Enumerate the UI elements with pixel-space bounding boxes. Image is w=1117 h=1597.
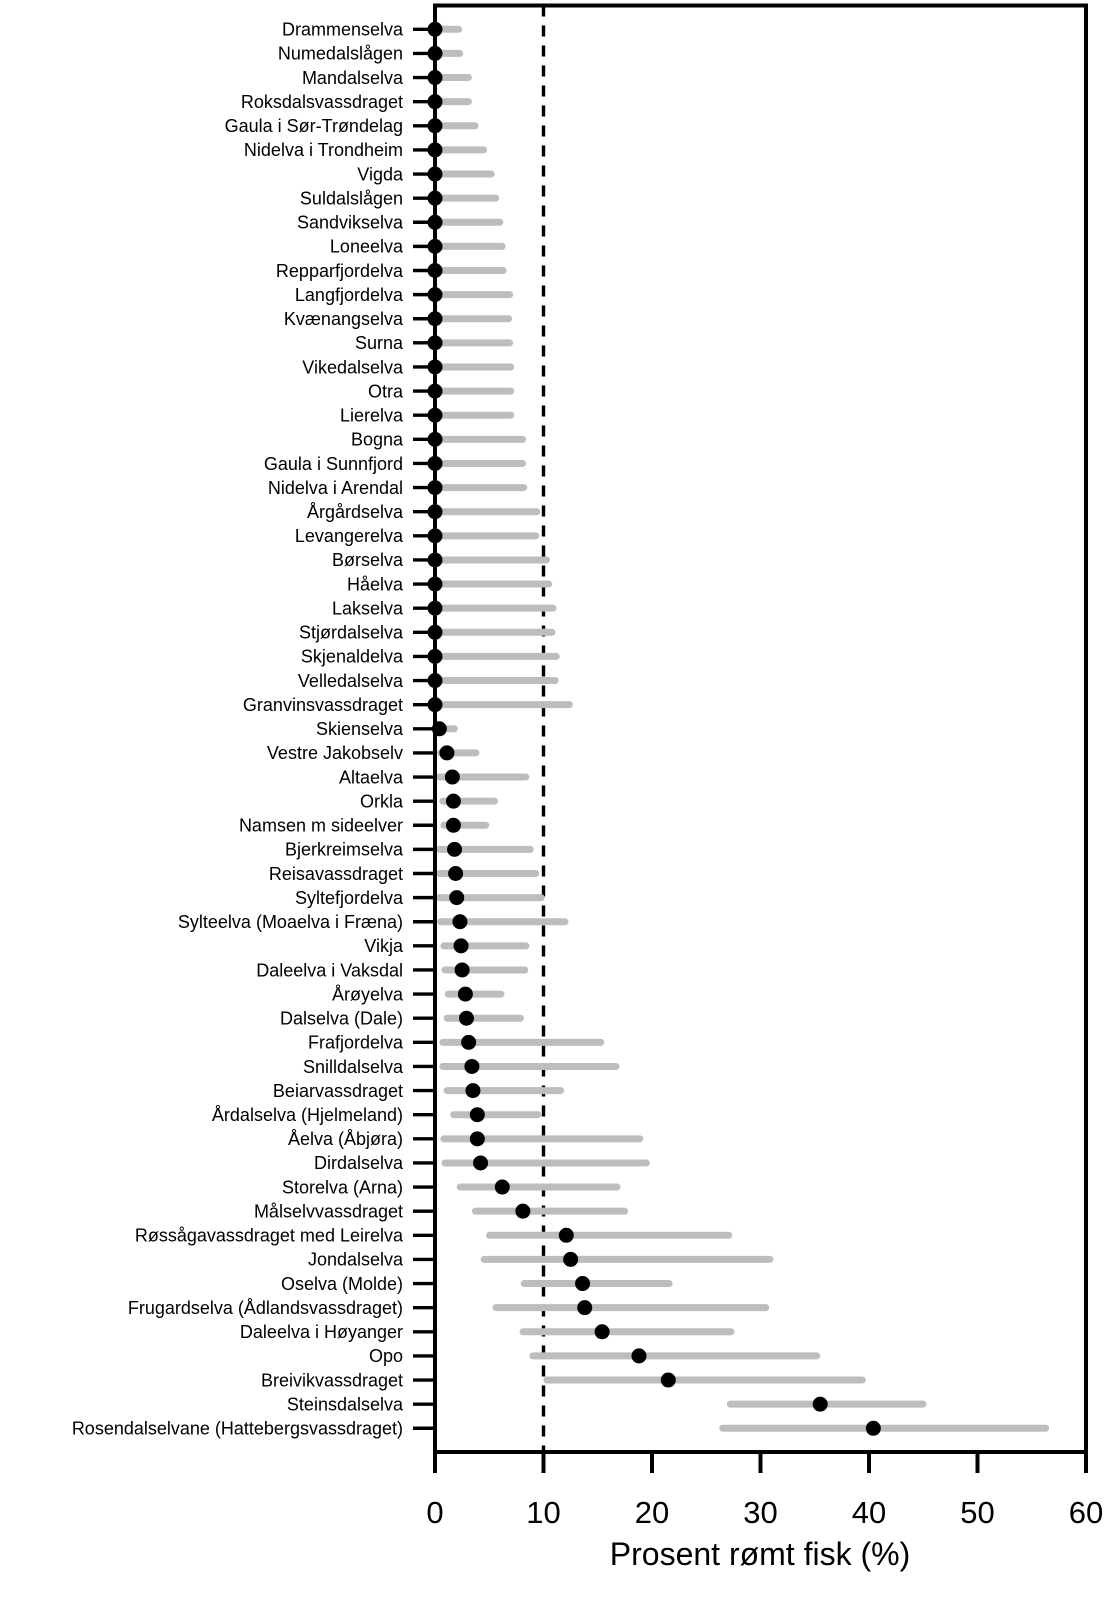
table-row bbox=[302, 357, 514, 377]
table-row bbox=[280, 1009, 524, 1029]
data-point bbox=[813, 1397, 828, 1412]
data-point bbox=[449, 890, 464, 905]
row-label: Rosendalselvane (Hattebergsvassdraget) bbox=[71, 1418, 403, 1439]
row-label: Orkla bbox=[359, 791, 403, 812]
table-row bbox=[254, 1201, 628, 1221]
confidence-interval-bar bbox=[435, 388, 514, 395]
table-row bbox=[178, 912, 569, 932]
confidence-interval-bar bbox=[520, 1328, 735, 1335]
confidence-interval-bar bbox=[450, 1111, 541, 1118]
confidence-interval-bar bbox=[435, 629, 555, 636]
row-label: Skjenaldelva bbox=[300, 646, 403, 667]
confidence-interval-bar bbox=[435, 436, 526, 443]
confidence-interval-bar bbox=[521, 1280, 673, 1287]
table-row bbox=[273, 1081, 564, 1101]
table-row bbox=[281, 1274, 673, 1294]
table-row bbox=[295, 526, 539, 546]
table-row bbox=[368, 381, 514, 401]
confidence-interval-bar bbox=[435, 146, 487, 153]
data-point bbox=[470, 1107, 485, 1122]
data-point bbox=[473, 1155, 488, 1170]
row-label: Håelva bbox=[346, 574, 403, 595]
data-point bbox=[452, 914, 467, 929]
row-label: Kvænangselva bbox=[283, 309, 403, 330]
row-label: Sylteelva (Moaelva i Fræna) bbox=[177, 912, 403, 933]
table-row bbox=[303, 1057, 620, 1077]
confidence-interval-bar bbox=[486, 1232, 732, 1239]
row-label: Roksdalsvassdraget bbox=[240, 91, 403, 112]
data-point bbox=[446, 794, 461, 809]
data-point bbox=[470, 1131, 485, 1146]
row-label: Storelva (Arna) bbox=[281, 1177, 403, 1198]
row-label: Velledalselva bbox=[297, 670, 403, 691]
confidence-interval-bar bbox=[435, 460, 526, 467]
row-label: Børselva bbox=[331, 550, 403, 571]
table-row bbox=[243, 695, 573, 715]
row-label: Altaelva bbox=[338, 767, 403, 788]
data-point bbox=[461, 1035, 476, 1050]
data-point bbox=[577, 1300, 592, 1315]
x-axis-title: Prosent rømt fisk (%) bbox=[609, 1536, 911, 1572]
confidence-interval-bar bbox=[435, 701, 573, 708]
table-row bbox=[264, 454, 526, 474]
data-point bbox=[563, 1252, 578, 1267]
confidence-interval-bar bbox=[435, 315, 512, 322]
x-axis-layer bbox=[426, 1452, 1103, 1530]
x-axis-tick-label: 60 bbox=[1068, 1495, 1104, 1530]
row-label: Drammenselva bbox=[281, 19, 403, 40]
x-axis-tick-label: 0 bbox=[426, 1495, 444, 1530]
row-label: Årgårdselva bbox=[306, 502, 403, 522]
confidence-interval-bar bbox=[442, 1159, 650, 1166]
row-label: Vestre Jakobselv bbox=[266, 743, 403, 764]
table-row bbox=[340, 406, 514, 426]
row-label: Reisavassdraget bbox=[268, 863, 403, 884]
data-point bbox=[575, 1276, 590, 1291]
row-label: Langfjordelva bbox=[294, 284, 403, 305]
data-point bbox=[631, 1348, 646, 1363]
row-label: Skienselva bbox=[315, 719, 403, 740]
table-row bbox=[330, 237, 506, 257]
table-row bbox=[267, 743, 480, 763]
confidence-interval-bar bbox=[444, 1087, 564, 1094]
x-axis-tick-label: 20 bbox=[634, 1495, 670, 1530]
row-label: Bogna bbox=[350, 429, 403, 450]
row-label: Dirdalselva bbox=[313, 1153, 403, 1174]
data-point bbox=[455, 962, 470, 977]
data-point bbox=[515, 1204, 530, 1219]
row-label: Beiarvassdraget bbox=[272, 1080, 403, 1101]
row-label: Loneelva bbox=[329, 236, 403, 257]
table-row bbox=[282, 1177, 621, 1197]
row-label: Sandvikselva bbox=[296, 212, 403, 233]
confidence-interval-bar bbox=[435, 171, 495, 178]
row-label: Vigda bbox=[357, 164, 403, 185]
confidence-interval-bar bbox=[435, 267, 507, 274]
confidence-interval-bar bbox=[435, 653, 560, 660]
row-label: Jondalselva bbox=[307, 1249, 403, 1270]
table-row bbox=[256, 960, 528, 980]
row-label: Lierelva bbox=[339, 405, 403, 426]
table-row bbox=[357, 164, 494, 184]
table-row bbox=[332, 984, 504, 1004]
table-row bbox=[288, 1129, 643, 1149]
row-label: Levangerelva bbox=[294, 526, 403, 547]
row-label: Gaula i Sør-Trøndelag bbox=[224, 116, 403, 137]
row-label: Stjørdalselva bbox=[298, 622, 403, 643]
row-label: Røssågavassdraget med Leirelva bbox=[134, 1225, 403, 1246]
table-row bbox=[295, 888, 545, 908]
row-label: Surna bbox=[354, 333, 403, 354]
table-row bbox=[360, 791, 498, 811]
table-row bbox=[351, 430, 526, 450]
row-label: Otra bbox=[367, 381, 403, 402]
table-row bbox=[244, 140, 487, 160]
data-point bbox=[559, 1228, 574, 1243]
data-point bbox=[448, 866, 463, 881]
row-label: Frafjordelva bbox=[307, 1032, 403, 1053]
table-row bbox=[241, 92, 472, 112]
table-row bbox=[364, 936, 529, 956]
row-label: Bjerkreimselva bbox=[284, 839, 403, 860]
confidence-interval-bar bbox=[435, 363, 514, 370]
data-point bbox=[447, 842, 462, 857]
row-label: Årøyelva bbox=[331, 984, 403, 1005]
row-label: Dalselva (Dale) bbox=[279, 1008, 403, 1029]
table-row bbox=[285, 840, 534, 860]
confidence-interval-bar bbox=[435, 605, 557, 612]
data-point bbox=[465, 1083, 480, 1098]
row-label: Suldalslågen bbox=[299, 188, 403, 209]
row-label: Målselvvassdraget bbox=[253, 1201, 403, 1222]
confidence-interval-bar bbox=[435, 508, 540, 515]
row-label: Granvinsvassdraget bbox=[242, 694, 403, 715]
data-point bbox=[459, 1011, 474, 1026]
confidence-interval-bar bbox=[481, 1256, 774, 1263]
confidence-interval-bar bbox=[445, 991, 505, 998]
row-label: Syltefjordelva bbox=[294, 887, 403, 908]
x-axis-tick-label: 40 bbox=[851, 1495, 887, 1530]
confidence-interval-bar bbox=[719, 1425, 1049, 1432]
table-row bbox=[212, 1105, 541, 1125]
row-label: Vikja bbox=[364, 936, 403, 957]
x-axis-tick-label: 50 bbox=[960, 1495, 995, 1530]
table-row bbox=[301, 647, 560, 667]
table-row bbox=[347, 574, 552, 594]
confidence-interval-bar bbox=[444, 1015, 524, 1022]
table-row bbox=[332, 550, 550, 570]
data-point bbox=[439, 745, 454, 760]
confidence-interval-bar bbox=[435, 581, 552, 588]
table-row bbox=[239, 816, 489, 836]
data-point bbox=[661, 1373, 676, 1388]
data-point bbox=[866, 1421, 881, 1436]
row-label: Åelva (Åbjøra) bbox=[287, 1129, 403, 1150]
confidence-interval-bar bbox=[435, 195, 499, 202]
table-row bbox=[240, 1322, 735, 1342]
row-label: Breivikvassdraget bbox=[260, 1370, 403, 1391]
table-row bbox=[276, 261, 507, 281]
confidence-interval-bar bbox=[435, 556, 550, 563]
table-row bbox=[298, 671, 559, 691]
row-label: Snilldalselva bbox=[302, 1056, 403, 1077]
x-axis-tick-label: 30 bbox=[743, 1495, 778, 1530]
table-row bbox=[287, 1394, 927, 1414]
row-label: Opo bbox=[368, 1346, 403, 1367]
data-point bbox=[464, 1059, 479, 1074]
confidence-interval-bar bbox=[544, 1377, 866, 1384]
data-point bbox=[454, 938, 469, 953]
row-label: Nidelva i Arendal bbox=[267, 477, 403, 498]
row-label: Lakselva bbox=[331, 598, 403, 619]
confidence-interval-bar bbox=[472, 1208, 628, 1215]
row-label: Vikedalselva bbox=[302, 357, 403, 378]
confidence-interval-bar bbox=[435, 677, 559, 684]
row-label: Nidelva i Trondheim bbox=[243, 140, 403, 161]
table-row bbox=[308, 1250, 774, 1270]
row-label: Årdalselva (Hjelmeland) bbox=[211, 1105, 403, 1125]
row-label: Mandalselva bbox=[301, 67, 403, 88]
table-row bbox=[302, 68, 472, 88]
row-label: Daleelva i Høyanger bbox=[239, 1322, 403, 1343]
confidence-interval-bar bbox=[435, 484, 527, 491]
row-label: Oselva (Molde) bbox=[280, 1273, 403, 1294]
rows-layer bbox=[72, 20, 1049, 1439]
row-label: Namsen m sideelver bbox=[238, 815, 403, 836]
confidence-interval-bar bbox=[493, 1304, 770, 1311]
row-label: Repparfjordelva bbox=[275, 260, 403, 281]
data-point bbox=[445, 770, 460, 785]
table-row bbox=[128, 1298, 769, 1318]
row-label: Frugardselva (Ådlandsvassdraget) bbox=[127, 1297, 403, 1318]
confidence-interval-bar bbox=[442, 966, 529, 973]
data-point bbox=[446, 818, 461, 833]
row-label: Steinsdalselva bbox=[286, 1394, 403, 1415]
data-point bbox=[495, 1180, 510, 1195]
table-row bbox=[268, 478, 527, 498]
x-axis-tick-label: 10 bbox=[526, 1495, 561, 1530]
row-label: Gaula i Sunnfjord bbox=[263, 453, 403, 474]
table-row bbox=[332, 598, 557, 618]
table-row bbox=[308, 1033, 604, 1053]
confidence-interval-bar bbox=[435, 412, 514, 419]
confidence-interval-bar bbox=[435, 219, 503, 226]
data-point bbox=[458, 987, 473, 1002]
row-label: Numedalslågen bbox=[277, 43, 403, 64]
table-row bbox=[284, 309, 512, 329]
table-row bbox=[300, 188, 499, 208]
table-row bbox=[72, 1419, 1049, 1439]
confidence-interval-bar bbox=[529, 1352, 820, 1359]
confidence-interval-bar bbox=[435, 532, 539, 539]
table-row bbox=[307, 502, 540, 522]
table-row bbox=[261, 1370, 866, 1390]
data-point bbox=[595, 1324, 610, 1339]
table-row bbox=[314, 1153, 650, 1173]
table-row bbox=[295, 285, 513, 305]
table-row bbox=[299, 623, 555, 643]
confidence-interval-bar bbox=[435, 291, 513, 298]
confidence-interval-bar bbox=[435, 243, 506, 250]
confidence-interval-bar bbox=[435, 339, 513, 346]
row-label: Daleelva i Vaksdal bbox=[256, 960, 403, 981]
table-row bbox=[297, 213, 503, 233]
table-row bbox=[225, 116, 479, 136]
table-row bbox=[269, 864, 539, 884]
confidence-interval-bar bbox=[457, 1184, 621, 1191]
